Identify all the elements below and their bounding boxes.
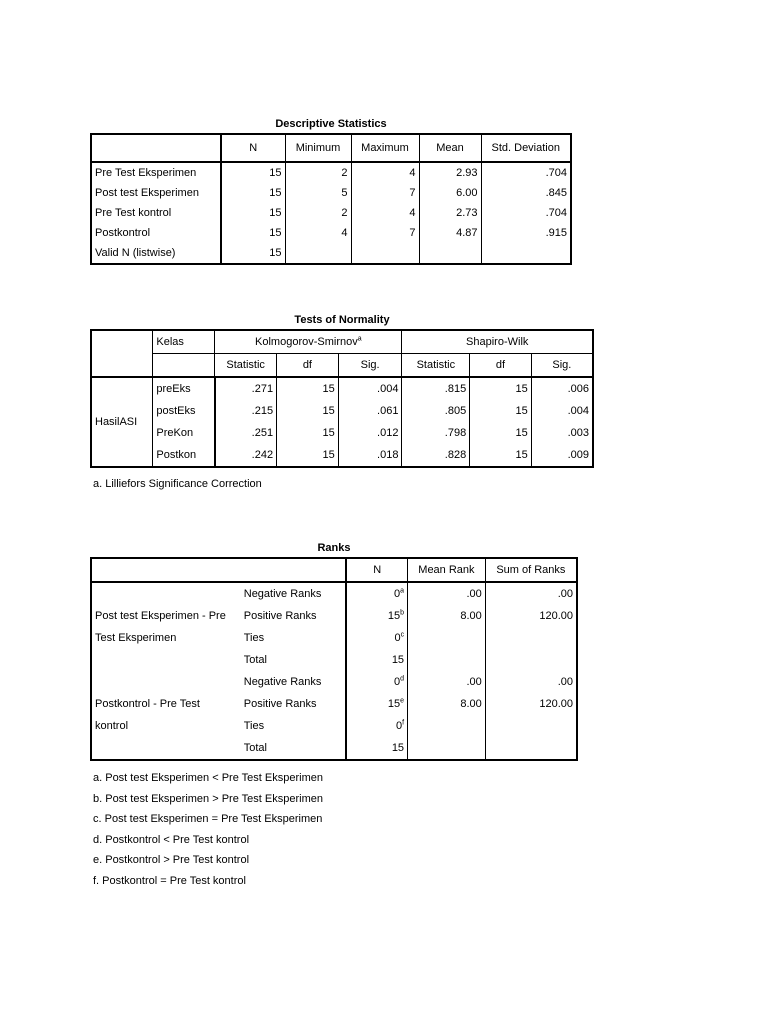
ranks-footnote-c: c. Post test Eksperimen = Pre Test Eksperimen [93, 813, 323, 825]
table-row: Total 15 [91, 737, 577, 760]
table-row: postEks .215 15 .061 .805 15 .004 [91, 400, 593, 422]
table-row: Postkon .242 15 .018 .828 15 .009 [91, 444, 593, 467]
ks-header: Kolmogorov-Smirnov$^a$ [215, 330, 402, 354]
normality-title: Tests of Normality [294, 314, 390, 326]
header-mean-rank: Mean Rank [408, 558, 486, 582]
group-label: HasilASI [91, 377, 153, 467]
descriptive-table [90, 133, 572, 265]
table-row: Total 15 [91, 649, 577, 671]
ranks-footnote-d: d. Postkontrol < Pre Test kontrol [93, 834, 250, 846]
header-mean: Mean [419, 134, 481, 162]
table-row: Ties 0$^f$ [91, 715, 577, 737]
row-label: Valid N (listwise) [95, 247, 176, 259]
ranks-footnote-a: a. Post test Eksperimen < Pre Test Eksperimen [93, 772, 323, 784]
header-maximum: Maximum [351, 134, 419, 162]
table-row: Pre Test kontrol 15 2 4 2.73 .704 [91, 203, 571, 223]
row-label: Pre Test Eksperimen [95, 167, 197, 179]
ranks-title: Ranks [317, 542, 351, 554]
header-n: N [346, 558, 407, 582]
header-sum-of-ranks: Sum of Ranks [485, 558, 577, 582]
row-label: Pre Test kontrol [95, 207, 172, 219]
ranks-footnote-f: f. Postkontrol = Pre Test kontrol [93, 875, 246, 887]
row-label: Post test Eksperimen [95, 187, 199, 199]
normality-footnote: a. Lilliefors Significance Correction [93, 478, 262, 490]
table-row: Positive Ranks 15e 8.00 120.00 [91, 693, 577, 715]
descriptive-title: Descriptive Statistics [275, 118, 387, 130]
table-row: Valid N (listwise) 15 [91, 243, 571, 264]
table-row: Positive Ranks 15$^b$ 8.00 120.00 [91, 605, 577, 627]
normality-table: Kelas Kolmogorov-Smirnov$^a$ Shapiro-Wilk Statistic df Sig. Statistic df Sig. HasilASI preEks .271 15 .004 .815 15 .006 postEks .215 15 .061 .805 15 .004 PreKon .251 15 .012 .798 15 .003 Postkon .242 15 .018 .828 15 .009 [90, 329, 594, 468]
table-row: Postkontrol - Pre Test kontrol Negative Ranks 0$^d$ .00 .00 [91, 671, 577, 693]
sw-header: Shapiro-Wilk [402, 330, 593, 354]
header-std-deviation: Std. Deviation [481, 134, 571, 162]
table-row: PreKon .251 15 .012 .798 15 .003 [91, 422, 593, 444]
group-label: Post test Eksperimen - Pre Test Eksperimen [95, 610, 226, 644]
ranks-table [90, 557, 578, 761]
ranks-footnote-b: b. Post test Eksperimen > Pre Test Eksperimen [93, 793, 323, 805]
table-row: Ties 0$^c$ [91, 627, 577, 649]
ranks-footnote-e: e. Postkontrol > Pre Test kontrol [93, 854, 250, 866]
table-row: Pre Test Eksperimen 15 2 4 2.93 .704 [91, 162, 571, 183]
row-label: Postkontrol [95, 227, 151, 239]
group-label: Postkontrol - Pre Test kontrol [95, 698, 200, 732]
header-n: N [221, 134, 285, 162]
kelas-header: Kelas [153, 330, 215, 354]
header-minimum: Minimum [285, 134, 351, 162]
table-row: Postkontrol 15 4 7 4.87 .915 [91, 223, 571, 243]
table-row: Post test Eksperimen - Pre Test Eksperimen Negative Ranks 0$^a$ .00 .00 [91, 582, 577, 605]
table-row: HasilASI preEks .271 15 .004 .815 15 .006 [91, 377, 593, 400]
table-row: Post test Eksperimen 15 5 7 6.00 .845 [91, 183, 571, 203]
